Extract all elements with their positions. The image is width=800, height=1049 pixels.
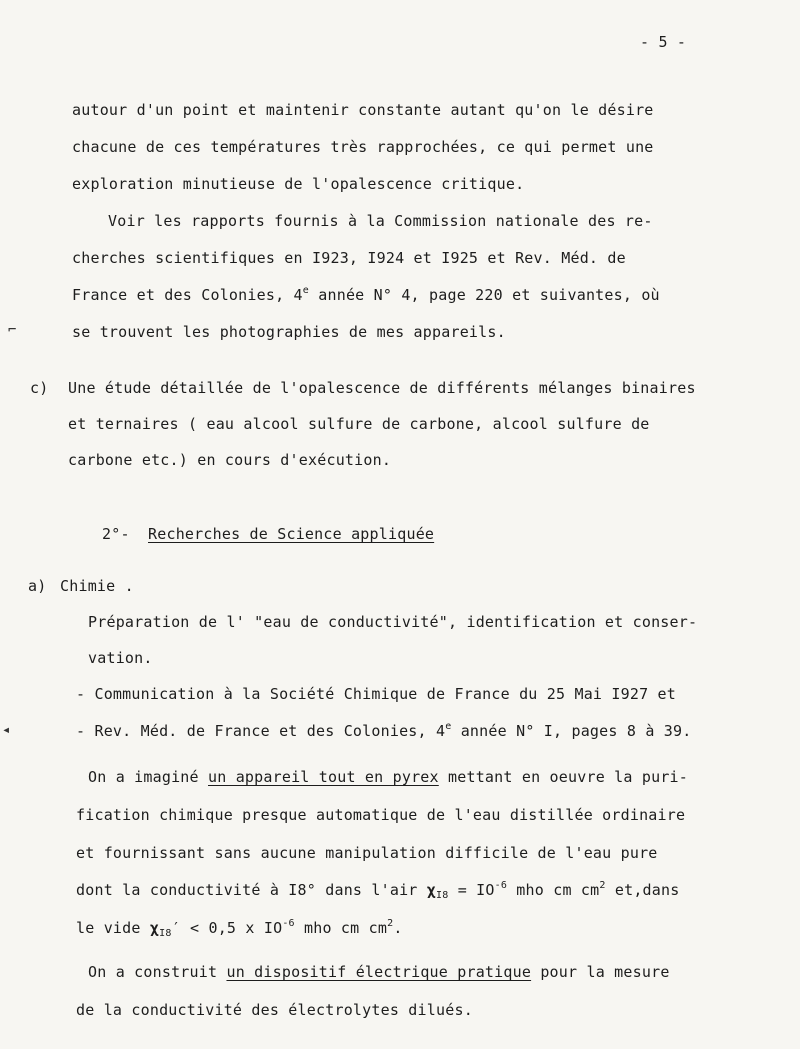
text-line <box>88 962 670 982</box>
text-run: dont la conductivité à I8° dans l'air <box>76 881 427 899</box>
superscript: 2 <box>599 880 606 891</box>
subsection-label: a) <box>28 577 47 595</box>
text-line <box>88 767 688 787</box>
text-line <box>72 285 660 305</box>
text-run: mho cm cm <box>294 919 388 937</box>
margin-arrow-mark: ◂ <box>2 722 11 738</box>
chi-symbol: χ <box>149 919 160 937</box>
superscript: e <box>445 721 452 732</box>
text-run: et,dans <box>605 881 680 899</box>
text-line: et fournissant sans aucune manipulation difficile de l'eau pure <box>76 844 658 862</box>
text-run: On a imaginé <box>88 768 208 786</box>
superscript: 2 <box>387 918 394 929</box>
page-number: - 5 - <box>640 33 687 51</box>
text-line: exploration minutieuse de l'opalescence critique. <box>72 175 525 193</box>
text-run: = IO <box>448 881 495 899</box>
text-line: autour d'un point et maintenir constante autant qu'on le désire <box>72 101 654 119</box>
text-line: cherches scientifiques en I923, I924 et I925 et Rev. Méd. de <box>72 249 626 267</box>
text-run: ′ < 0,5 x IO <box>171 919 283 937</box>
text-line <box>76 880 679 900</box>
text-line: Préparation de l' "eau de conductivité", identification et conser- <box>88 613 698 631</box>
margin-hook-mark: ⌐ <box>8 322 17 338</box>
text-line <box>76 721 691 741</box>
text-line: carbone etc.) en cours d'exécution. <box>68 451 392 469</box>
underlined-phrase: un dispositif électrique pratique <box>226 963 532 981</box>
item-label: c) <box>30 379 49 397</box>
section-number: 2°- <box>102 525 130 543</box>
text-run: mho cm cm <box>507 881 600 899</box>
text-run: mettant en oeuvre la puri- <box>438 768 689 786</box>
text-run: le vide <box>76 919 150 937</box>
text-line <box>76 918 403 938</box>
superscript: e <box>302 285 310 296</box>
subscript: I8 <box>436 890 449 901</box>
subscript: I8 <box>159 928 172 939</box>
text-line: vation. <box>88 649 153 667</box>
text-run: France et des Colonies, 4 <box>72 286 303 304</box>
section-heading: Recherches de Science appliquée <box>148 525 435 543</box>
text-run: On a construit <box>88 963 227 981</box>
text-line: - Communication à la Société Chimique de France du 25 Mai I927 et <box>76 685 676 703</box>
text-run: - Rev. Méd. de France et des Colonies, 4 <box>76 722 446 740</box>
chi-symbol: χ <box>426 881 437 899</box>
text-line: de la conductivité des électrolytes dilués. <box>76 1001 473 1019</box>
text-run: . <box>393 919 403 937</box>
text-line: se trouvent les photographies de mes appareils. <box>72 323 506 341</box>
text-run: pour la mesure <box>531 963 670 981</box>
text-line: et ternaires ( eau alcool sulfure de carbone, alcool sulfure de <box>68 415 650 433</box>
text-line: Voir les rapports fournis à la Commission nationale des re- <box>108 212 653 230</box>
text-line: Une étude détaillée de l'opalescence de différents mélanges binaires <box>68 379 696 397</box>
text-line: chacune de ces températures très rapprochées, ce qui permet une <box>72 138 654 156</box>
superscript: -6 <box>282 918 295 929</box>
text-run: année N° I, pages 8 à 39. <box>451 722 692 740</box>
underlined-phrase: un appareil tout en pyrex <box>208 768 439 786</box>
text-line: fication chimique presque automatique de l'eau distillée ordinaire <box>76 806 686 824</box>
subsection-heading: Chimie . <box>60 577 134 595</box>
superscript: -6 <box>494 880 508 891</box>
text-run: année N° 4, page 220 et suivantes, où <box>309 286 660 304</box>
